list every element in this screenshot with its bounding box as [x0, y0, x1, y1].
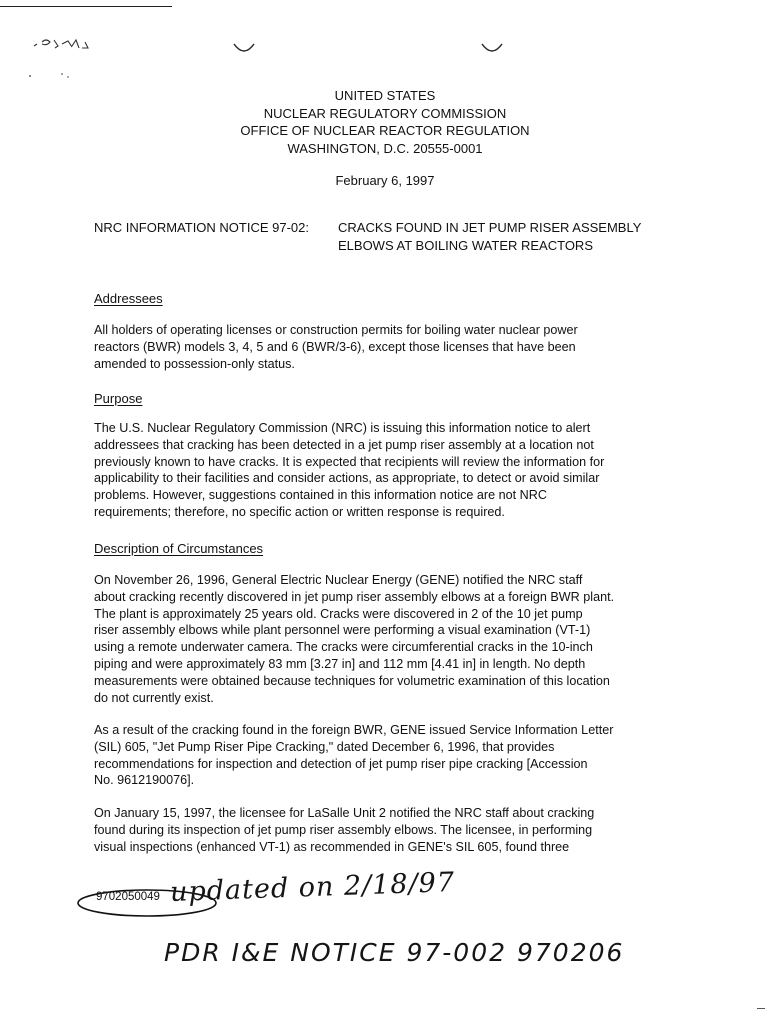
- text-line: found during its inspection of jet pump riser assembly elbows. The licensee, in performing: [94, 822, 593, 837]
- text-line: recommendations for inspection and detection of jet pump riser pipe cracking [Accession: [94, 756, 588, 771]
- document-number: 9702050049: [96, 891, 160, 903]
- text-line: The plant is approximately 25 years old. Cracks were discovered in 2 of the 10 jet pump: [94, 606, 583, 621]
- text-line: measurements were obtained because techniques for volumetric examination of this location: [94, 673, 610, 688]
- binder-notch-right: [480, 42, 504, 56]
- circumstances-paragraph-3: [94, 805, 694, 855]
- scan-edge-line: [0, 6, 172, 7]
- text-line: addressees that cracking has been detected in a jet pump riser assembly at a location not: [94, 437, 594, 452]
- scan-edge-mark: [757, 1008, 765, 1009]
- letterhead-line: OFFICE OF NUCLEAR REACTOR REGULATION: [240, 123, 530, 138]
- text-line: about cracking recently discovered in jet pump riser assembly elbows at a foreign BWR plant.: [94, 589, 615, 604]
- binder-notch-left: [232, 42, 256, 56]
- purpose-paragraph: [94, 420, 694, 521]
- text-line: reactors (BWR) models 3, 4, 5 and 6 (BWR/3-6), except those licenses that have been: [94, 339, 576, 354]
- notice-number: NRC INFORMATION NOTICE 97-02:: [94, 220, 310, 235]
- notice-subject-line: ELBOWS AT BOILING WATER REACTORS: [338, 237, 593, 253]
- text-line: previously known to have cracks. It is expected that recipients will review the information for: [94, 454, 605, 469]
- text-line: amended to possession-only status.: [94, 356, 295, 371]
- text-line: applicability to their facilities and consider actions, as appropriate, to detect or avoid similar: [94, 471, 600, 486]
- circumstances-paragraph-2: [94, 722, 694, 789]
- letterhead: [0, 87, 770, 157]
- circumstances-heading: Description of Circumstances: [94, 541, 264, 556]
- text-line: riser assembly elbows while plant personnel were performing a visual examination (VT-1): [94, 623, 591, 638]
- scan-speckle-marks: [28, 34, 118, 84]
- notice-subject: [338, 219, 738, 254]
- notice-subject-line: CRACKS FOUND IN JET PUMP RISER ASSEMBLY: [338, 220, 642, 235]
- addressees-heading: Addressees: [94, 291, 163, 306]
- text-line: piping and were approximately 83 mm [3.27 in] and 112 mm [4.41 in] in length. No depth: [94, 656, 586, 671]
- text-line: using a remote underwater camera. The cracks were circumferential cracks in the 10-inch: [94, 640, 593, 655]
- handwritten-pdr-note: PDR I&E NOTICE 97-002 970206: [164, 938, 625, 967]
- text-line: On January 15, 1997, the licensee for LaSalle Unit 2 notified the NRC staff about cracking: [94, 806, 595, 820]
- letterhead-line: NUCLEAR REGULATORY COMMISSION: [263, 105, 507, 121]
- handwritten-update-note: updated on 2/18/97: [169, 867, 456, 908]
- text-line: (SIL) 605, "Jet Pump Riser Pipe Cracking," dated December 6, 1996, that provides: [94, 739, 555, 754]
- text-line: On November 26, 1996, General Electric Nuclear Energy (GENE) notified the NRC staff: [94, 573, 583, 587]
- letterhead-line: UNITED STATES: [334, 88, 436, 103]
- text-line: The U.S. Nuclear Regulatory Commission (NRC) is issuing this information notice to alert: [94, 421, 591, 435]
- text-line: No. 9612190076].: [94, 773, 195, 788]
- text-line: All holders of operating licenses or construction permits for boiling water nuclear power: [94, 323, 578, 337]
- addressees-paragraph: [94, 322, 694, 372]
- circumstances-paragraph-1: [94, 572, 694, 706]
- text-line: requirements; therefore, no specific action or written response is required.: [94, 504, 505, 519]
- letterhead-line: WASHINGTON, D.C. 20555-0001: [287, 140, 483, 156]
- notice-date: February 6, 1997: [335, 173, 435, 188]
- text-line: problems. However, suggestions contained in this information notice are not NRC: [94, 488, 547, 503]
- text-line: do not currently exist.: [94, 690, 214, 705]
- text-line: As a result of the cracking found in the foreign BWR, GENE issued Service Information Letter: [94, 723, 614, 737]
- text-line: visual inspections (enhanced VT-1) as recommended in GENE's SIL 605, found three: [94, 839, 570, 854]
- purpose-heading: Purpose: [94, 391, 143, 406]
